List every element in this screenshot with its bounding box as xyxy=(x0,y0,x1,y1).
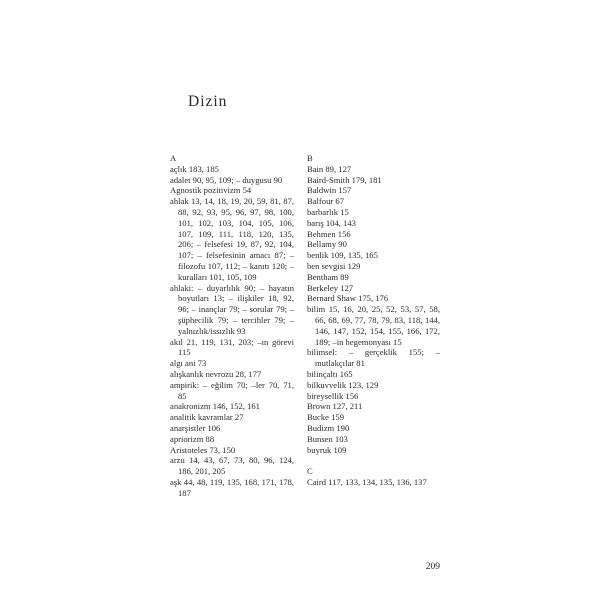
index-entry: bireysellik 156 xyxy=(307,390,359,401)
index-entry: ben sevgisi 129 xyxy=(307,260,361,271)
index-entry: arzu 14, 43, 67, 73, 80, 96, 124, 186, 201, 205 xyxy=(170,455,294,477)
index-entry: ahlaki: – duyarlılık 90; – hayatın boyutları 13; – ilişkiler 18, 92, 96; – inançlar 79; – sorular 79; –şüphecilik 79; – tercihler 79; – yalnızlık/issızlık 93 xyxy=(170,282,294,336)
index-entry: Bentham 89 xyxy=(307,271,349,282)
index-entry: Balfour 67 xyxy=(307,196,344,207)
index-entry: barbarlık 15 xyxy=(307,206,349,217)
index-entry: bilinçaltı 165 xyxy=(307,368,353,379)
index-entry: Baldwin 157 xyxy=(307,185,352,196)
index-entry: Berkeley 127 xyxy=(307,282,354,293)
index-entry: Budizm 190 xyxy=(307,422,350,433)
index-entry: akıl 21, 119, 131, 203; –ın görevi 115 xyxy=(170,336,294,358)
index-entry: bilimsel: – gerçeklik 155; – mutlakçılar 81 xyxy=(307,347,440,369)
index-entry: ampirik: – eğilim 70; –ler 70, 71, 85 xyxy=(170,379,294,401)
index-entry: aşk 44, 48, 119, 135, 168, 171, 178, 187 xyxy=(170,476,294,498)
index-entry: Bain 89, 127 xyxy=(307,163,352,174)
index-entry: adalet 90, 95, 109; – duygusu 90 xyxy=(170,174,283,185)
index-letter-heading: A xyxy=(170,153,177,163)
index-entry: Baird-Smith 179, 181 xyxy=(307,174,382,185)
index-column-left xyxy=(170,153,294,499)
index-entry: Caird 117, 133, 134, 135, 136, 137 xyxy=(307,476,427,487)
index-entry: analitik kavramlar 27 xyxy=(170,412,244,423)
index-entry: Bernard Shaw 175, 176 xyxy=(307,293,389,304)
index-entry: benlik 109, 135, 165 xyxy=(307,250,378,261)
index-entry: Bunsen 103 xyxy=(307,433,348,444)
page-title: Dizin xyxy=(188,93,228,110)
index-entry: algı ani 73 xyxy=(170,358,207,369)
index-entry: bilkuvvelik 123, 129 xyxy=(307,379,379,390)
index-column-right xyxy=(307,153,440,488)
index-entry: anarşistler 106 xyxy=(170,422,221,433)
page-number: 209 xyxy=(425,562,440,572)
index-entry: Bucke 159 xyxy=(307,412,344,423)
index-spacer xyxy=(307,455,440,466)
index-entry: anakronizm 146, 152, 161 xyxy=(170,401,260,412)
index-entry: Brown 127, 211 xyxy=(307,401,363,412)
index-letter-heading: C xyxy=(307,466,313,477)
index-entry: buyruk 109 xyxy=(307,444,347,455)
index-entry: açlık 183, 185 xyxy=(170,163,219,174)
index-letter-heading: B xyxy=(307,153,313,163)
index-entry: ahlak 13, 14, 18, 19, 20, 59, 81, 87, 88, 92, 93, 95, 96, 97, 98, 100, 101, 102, 103, 104, 105, 106, 107, 109, 111, 118, 120, 135, 206; – felsefesi 19, 87, 92, 104, 107; – felsefesinin amacı 87; – filozofu 107, 112; – kanıtı 120; – kuralları 101, 105, 109 xyxy=(170,196,294,282)
index-entry: barış 104, 143 xyxy=(307,217,356,228)
index-entry: alışkanlık nevrozu 28, 177 xyxy=(170,368,262,379)
index-entry: Bellamy 90 xyxy=(307,239,347,250)
index-entry: apriorizm 88 xyxy=(170,433,215,444)
index-entry: Agnostik pozitivizm 54 xyxy=(170,185,252,196)
index-entry: Aristoteles 73, 150 xyxy=(170,444,236,455)
index-entry: bilim 15, 16, 20, 25, 52, 53, 57, 58, 66, 68, 69, 77, 78, 79, 83, 118, 144, 146, 147, 152, 154, 155, 166, 172, 189; –in hegemonyası 15 xyxy=(307,304,440,347)
index-entry: Behmen 156 xyxy=(307,228,351,239)
